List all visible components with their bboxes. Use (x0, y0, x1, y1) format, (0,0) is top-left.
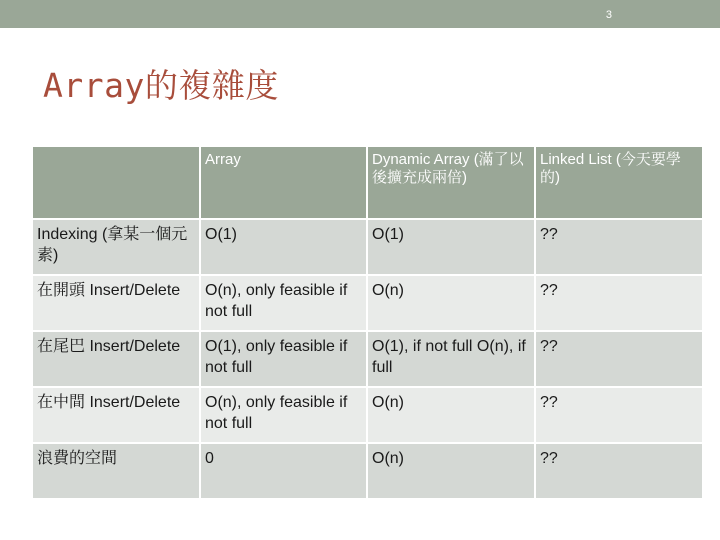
linked-list-cell: ?? (536, 332, 702, 386)
dynamic-array-cell: O(1), if not full O(n), if full (368, 332, 534, 386)
table-row (33, 220, 702, 274)
header-cell-array: Array (201, 147, 366, 218)
dynamic-array-cell: O(n) (368, 276, 534, 330)
linked-list-cell: ?? (536, 444, 702, 498)
dynamic-array-cell: O(n) (368, 388, 534, 442)
table-row (33, 276, 702, 330)
header-cell-linked-list: Linked List (今天要學的) (536, 147, 702, 218)
operation-cell: 在開頭 Insert/Delete (33, 276, 199, 330)
linked-list-cell: ?? (536, 388, 702, 442)
page-number: 3 (605, 9, 612, 21)
operation-cell: Indexing (拿某一個元素) (33, 220, 199, 274)
table-row (33, 332, 702, 386)
linked-list-cell: ?? (536, 276, 702, 330)
array-cell: O(n), only feasible if not full (201, 388, 366, 442)
array-cell: O(1), only feasible if not full (201, 332, 366, 386)
top-bar (0, 0, 720, 28)
header-cell-empty (33, 147, 199, 218)
dynamic-array-cell: O(1) (368, 220, 534, 274)
slide-title: Array的複雜度 (43, 66, 279, 105)
linked-list-cell: ?? (536, 220, 702, 274)
operation-cell: 在中間 Insert/Delete (33, 388, 199, 442)
operation-cell: 浪費的空間 (33, 444, 199, 498)
array-cell: O(n), only feasible if not full (201, 276, 366, 330)
complexity-table (31, 145, 704, 500)
header-cell-dynamic-array: Dynamic Array (滿了以後擴充成兩倍) (368, 147, 534, 218)
table-row (33, 388, 702, 442)
operation-cell: 在尾巴 Insert/Delete (33, 332, 199, 386)
dynamic-array-cell: O(n) (368, 444, 534, 498)
array-cell: O(1) (201, 220, 366, 274)
table-row (33, 444, 702, 498)
array-cell: 0 (201, 444, 366, 498)
table-header-row (33, 147, 702, 218)
